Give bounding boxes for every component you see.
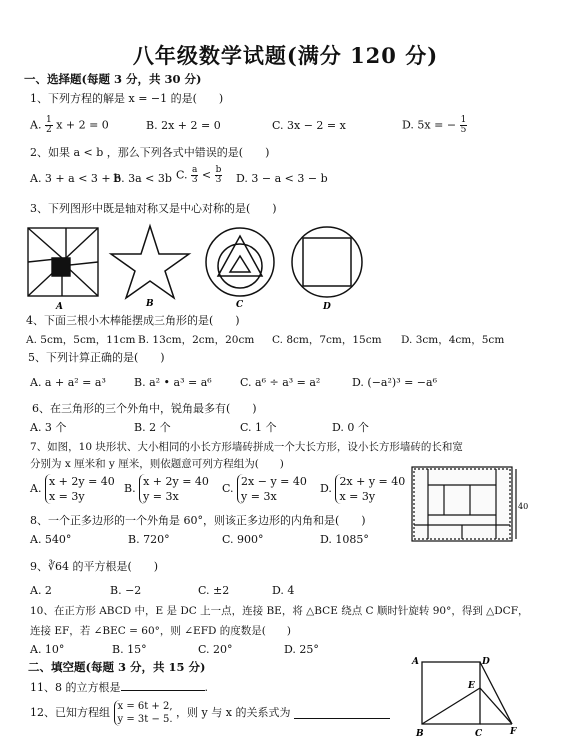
q10-stem-line2: 连接 EF，若 ∠BEC = 60°，则 ∠EFD 的度数是( ) [30, 625, 291, 637]
q8-option-c: C. 900° [222, 533, 264, 546]
q5-option-c: C. a⁶ ÷ a³ = a² [240, 376, 321, 389]
q3-label-a: A [56, 302, 63, 312]
q10-square-figure [422, 662, 512, 724]
q2-option-a: A. 3 + a < 3 + b [30, 172, 122, 185]
q10-option-a: A. 10° [30, 643, 65, 656]
q7-stem-line2: 分别为 x 厘米和 y 厘米，则依题意可列方程组为( ) [30, 458, 284, 470]
q9-option-d: D. 4 [272, 584, 295, 597]
q10-option-d: D. 25° [284, 643, 319, 656]
q7-option-c: C. 2x − y = 40 y = 3x [222, 475, 307, 503]
q6-option-a: A. 3 个 [30, 421, 67, 434]
q10-label-b: B [416, 729, 424, 739]
q2-option-d: D. 3 − a < 3 − b [236, 172, 328, 185]
q9-stem: 9、∛64 的平方根是( ) [30, 560, 159, 573]
q5-option-d: D. (−a²)³ = −a⁶ [352, 376, 437, 389]
q9-option-a: A. 2 [30, 584, 52, 597]
section-2-heading: 二、填空题(每题 3 分，共 15 分) [28, 660, 206, 674]
q5-option-a: A. a + a² = a³ [30, 376, 106, 389]
q1-stem: 1、下列方程的解是 x = −1 的是( ) [30, 92, 224, 105]
q4-option-c: C. 8cm，7cm，15cm [272, 334, 382, 346]
q10-label-e: E [468, 681, 475, 691]
q2-option-c: C. $\frac{a}{3}$ < $\frac{b}{3}$ [176, 165, 222, 185]
q6-stem: 6、在三角形的三个外角中，锐角最多有( ) [32, 402, 257, 415]
q4-option-d: D. 3cm，4cm，5cm [401, 334, 505, 346]
q3-figure-c [206, 228, 274, 296]
q4-option-b: B. 13cm，2cm，20cm [138, 334, 255, 346]
section-1-heading: 一、选择题(每题 3 分，共 30 分) [24, 72, 202, 86]
q6-option-d: D. 0 个 [332, 421, 369, 434]
q4-option-a: A. 5cm，5cm，11cm [26, 334, 136, 346]
q10-label-a: A [412, 657, 419, 667]
q7-wall-figure [412, 467, 516, 541]
q4-stem: 4、下面三根小木棒能摆成三角形的是( ) [26, 314, 240, 327]
q12-answer-blank[interactable] [294, 708, 390, 719]
q3-figure-a [28, 228, 98, 296]
q1-option-c: C. 3x − 2 = x [272, 119, 346, 132]
q8-option-b: B. 720° [128, 533, 170, 546]
q1-option-d: D. 5x = − $\frac{1}{5}$ [402, 115, 467, 135]
q7-option-a: A. x + 2y = 40 x = 3y [30, 475, 115, 503]
q7-stem-line1: 7、如图，10 块形状、大小相同的小长方形墙砖拼成一个大长方形，设小长方形墙砖的长和宽 [30, 441, 463, 453]
q9-option-c: C. ±2 [198, 584, 230, 597]
q8-stem: 8、一个正多边形的一个外角是 60°，则该正多边形的内角和是( ) [30, 514, 366, 527]
page-title: 八年级数学试题(满分 120 分) [132, 43, 439, 68]
q3-figure-d [292, 227, 362, 297]
q11-answer-blank[interactable] [121, 680, 205, 691]
q11-stem: 11、8 的立方根是 . [30, 681, 208, 694]
q1-d-fraction: $\frac{1}{5}$ [460, 115, 467, 135]
q3-label-b: B [146, 299, 154, 309]
q7-option-d: D. 2x + y = 40 x = 3y [320, 475, 406, 503]
q6-option-c: C. 1 个 [240, 421, 277, 434]
q9-cube-root: ∛64 [48, 560, 70, 573]
q9-option-b: B. −2 [110, 584, 142, 597]
q8-option-d: D. 1085° [320, 533, 369, 546]
q1-a-fraction: $\frac{1}{2}$ [45, 115, 52, 135]
q7-option-b: B. x + 2y = 40 y = 3x [124, 475, 209, 503]
q5-stem: 5、下列计算正确的是( ) [28, 351, 165, 364]
q1-option-b: B. 2x + 2 = 0 [146, 119, 221, 132]
q10-option-c: C. 20° [198, 643, 233, 656]
q3-label-c: C [236, 300, 244, 310]
q3-figure-b [111, 226, 189, 298]
q7-fig-label: 40 [518, 502, 529, 511]
q8-option-a: A. 540° [30, 533, 72, 546]
q6-option-b: B. 2 个 [134, 421, 171, 434]
q2-option-b: B. 3a < 3b [113, 172, 172, 185]
q3-stem: 3、下列图形中既是轴对称又是中心对称的是( ) [30, 202, 277, 215]
q5-option-b: B. a² • a³ = a⁶ [134, 376, 212, 389]
q10-label-f: F [510, 727, 517, 737]
q10-label-c: C [475, 729, 483, 739]
q2-stem: 2、如果 a < b ，那么下列各式中错误的是( ) [30, 146, 270, 159]
q1-option-a: A. $\frac{1}{2}$ x + 2 = 0 [30, 115, 109, 135]
q3-label-d: D [323, 302, 331, 312]
q12-stem: 12、已知方程组 x = 6t + 2, y = 3t − 5. ，则 y 与 x 的关系式为 [30, 700, 390, 726]
q10-option-b: B. 15° [112, 643, 147, 656]
q10-label-d: D [482, 657, 490, 667]
q10-stem-line1: 10、在正方形 ABCD 中，E 是 DC 上一点，连接 BE，将 △BCE 绕点 C 顺时针旋转 90°，得到 △DCF， [30, 605, 529, 617]
